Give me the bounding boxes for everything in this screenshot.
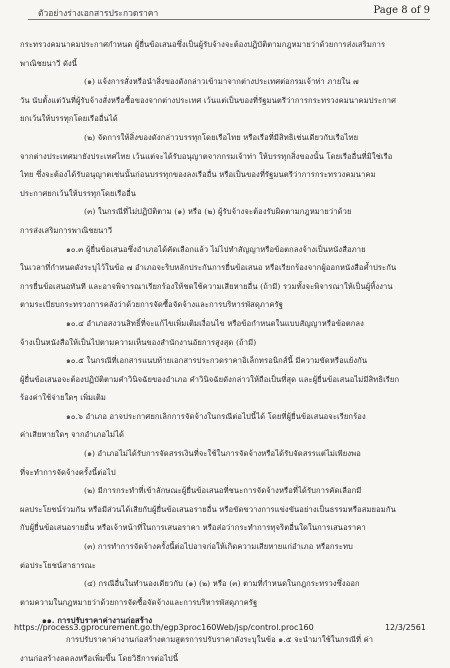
text-line: (๔) กรณีอื่นในทำนองเดียวกับ (๑) (๒) หรือ (๓) ตามที่กำหนดในกฎกระทรวงซึ่งออก bbox=[84, 579, 360, 589]
text-line: ๑๐.๓ ผู้ยื่นข้อเสนอซึ่งอำเภอได้คัดเลือกแล้ว ไม่ไปทำสัญญาหรือข้อตกลงจ้างเป็นหนังสือภาย bbox=[66, 244, 366, 254]
footer-date: 12/3/2561 bbox=[384, 623, 426, 632]
text-line: ๑๐.๖ อำเภอ อาจประกาศยกเลิกการจัดจ้างในกรณีต่อไปนี้ได้ โดยที่ผู้ยื่นข้อเสนอจะเรียกร้อง bbox=[66, 411, 366, 421]
text-line: ๑๐.๕ ในกรณีที่เอกสารแนบท้ายเอกสารประกวดราคาอิเล็กทรอนิกส์นี้ มีความขัดหรือแย้งกัน bbox=[66, 356, 368, 366]
text-line: ตามความในกฎหมายว่าด้วยการจัดซื้อจัดจ้างและการบริหารพัสดุภาครัฐ bbox=[20, 597, 258, 607]
text-line: การส่งเสริมการพาณิชยนาวี bbox=[20, 225, 113, 235]
text-line: (๒) มีการกระทำที่เข้าลักษณะผู้ยื่นข้อเสนอที่ชนะการจัดจ้างหรือที่ได้รับการคัดเลือกมี bbox=[84, 486, 362, 496]
text-line: พาณิชยนาวี ดังนี้ bbox=[20, 58, 78, 68]
text-line: ที่จะทำการจัดจ้างครั้งนี้ต่อไป bbox=[20, 467, 116, 477]
text-line: กับผู้ยื่นข้อเสนอรายอื่น หรือเจ้าหน้าที่ในการเสนอราคา หรือส่อว่ากระทำการทุจริตอื่นใดในการเสนอราคา bbox=[20, 523, 366, 533]
text-line: การปรับราคาค่างานก่อสร้างตามสูตรการปรับราคาดังระบุในข้อ ๑.๕ จะนำมาใช้ในกรณีที่ ค่า bbox=[66, 635, 374, 644]
document-body bbox=[20, 36, 432, 668]
text-line: งานก่อสร้างลดลงหรือเพิ่มขึ้น โดยวิธีการต่อไปนี้ bbox=[20, 653, 179, 663]
footer-url: https://process3.gprocurement.go.th/egp3proc160Web/jsp/control.proc160 bbox=[14, 623, 314, 632]
text-line: ต่อประโยชน์สาธารณะ bbox=[20, 560, 96, 570]
page-number: Page 8 of 9 bbox=[373, 5, 430, 16]
text-line: ในเวลาที่กำหนดดังระบุไว้ในข้อ ๗ อำเภอจะริบหลักประกันการยื่นข้อเสนอ หรือเรียกร้องจากผู้ออกหนังสือค้ำประกัน bbox=[20, 263, 397, 273]
text-line: กระทรวงคมนาคมประกาศกำหนด ผู้ยื่นข้อเสนอซึ่งเป็นผู้รับจ้างจะต้องปฏิบัติตามกฎหมายว่าด้วยการส่งเสริมการ bbox=[20, 40, 386, 49]
text-line: ผู้ยื่นข้อเสนอจะต้องปฏิบัติตามคำวินิจฉัยของอำเภอ คำวินิจฉัยดังกล่าวให้ถือเป็นที่สุด และผู้ยื่นข้อเสนอไม่มีสิทธิเรียก bbox=[20, 374, 400, 384]
text-line: จากต่างประเทศมายังประเทศไทย เว้นแต่จะได้รับอนุญาตจากกรมเจ้าท่า ให้บรรทุกสิ่งของนั้น โดยเรืออื่นที่มิใช่เรือ bbox=[20, 151, 393, 161]
text-line: ค่าเสียหายใดๆ จากอำเภอไม่ได้ bbox=[20, 430, 125, 440]
page-footer bbox=[14, 623, 426, 632]
text-line: ๑๐.๔ อำเภอสงวนสิทธิ์ที่จะแก้ไขเพิ่มเติมเงื่อนไข หรือข้อกำหนดในแบบสัญญาหรือข้อตกลง bbox=[66, 318, 364, 328]
text-line: (๓) ในกรณีที่ไม่ปฏิบัติตาม (๑) หรือ (๒) ผู้รับจ้างจะต้องรับผิดตามกฎหมายว่าด้วย bbox=[84, 207, 352, 217]
text-line: ตามระเบียบกระทรวงการคลังว่าด้วยการจัดซื้อจัดจ้างและการบริหารพัสดุภาครัฐ bbox=[20, 300, 284, 310]
header-divider bbox=[28, 19, 430, 20]
text-line: ร้องค่าใช้จ่ายใดๆ เพิ่มเติม bbox=[20, 393, 106, 403]
text-line: (๑) อำเภอไม่ได้รับการจัดสรรเงินที่จะใช้ในการจัดจ้างหรือได้รับจัดสรรแต่ไม่เพียงพอ bbox=[84, 449, 361, 459]
text-line: ไทย ซึ่งจะต้องได้รับอนุญาตเช่นนั้นก่อนบรรทุกของลงเรืออื่น หรือเป็นของที่รัฐมนตรีว่าการกระทรวงคมนาคม bbox=[20, 170, 376, 180]
text-line: (๒) จัดการให้สิ่งของดังกล่าวบรรทุกโดยเรือไทย หรือเรือที่มีสิทธิเช่นเดียวกับเรือไทย bbox=[84, 132, 359, 142]
text-line: (๓) การทำการจัดจ้างครั้งนี้ต่อไปอาจก่อให้เกิดความเสียหายแก่อำเภอ หรือกระทบ bbox=[84, 542, 353, 552]
text-line: ยกเว้นให้บรรทุกโดยเรืออื่นได้ bbox=[20, 114, 118, 124]
text-line: การยื่นข้อเสนอทันที และอาจพิจารณาเรียกร้องให้ชดใช้ความเสียหายอื่น (ถ้ามี) รวมทั้งจะพิจารณาให้เป็นผู้ทิ้งงาน bbox=[20, 281, 393, 291]
text-line: ผลประโยชน์ร่วมกัน หรือมีส่วนได้เสียกับผู้ยื่นข้อเสนอรายอื่น หรือขัดขวางการแข่งขันอย่างเป็นธรรมหรือสมยอมกัน bbox=[20, 504, 396, 514]
text-line: (๑) แจ้งการสั่งหรือนำสิ่งของดังกล่าวเข้ามาจากต่างประเทศต่อกรมเจ้าท่า ภายใน ๗ bbox=[84, 77, 359, 87]
text-line: วัน นับตั้งแต่วันที่ผู้รับจ้างสั่งหรือซื้อของจากต่างประเทศ เว้นแต่เป็นของที่รัฐมนตรีว่าการกระทรวงคมนาคมประกาศ bbox=[20, 95, 397, 105]
document-header-title: ตัวอย่างร่างเอกสารประกวดราคา bbox=[38, 9, 159, 19]
section-heading: ๑๑. การปรับราคาค่างานก่อสร้าง bbox=[42, 616, 153, 626]
text-line: จ้างเป็นหนังสือให้เป็นไปตามความเห็นของสำนักงานอัยการสูงสุด (ถ้ามี) bbox=[20, 337, 257, 347]
text-line: ประกาศยกเว้นให้บรรทุกโดยเรืออื่น bbox=[20, 188, 137, 198]
